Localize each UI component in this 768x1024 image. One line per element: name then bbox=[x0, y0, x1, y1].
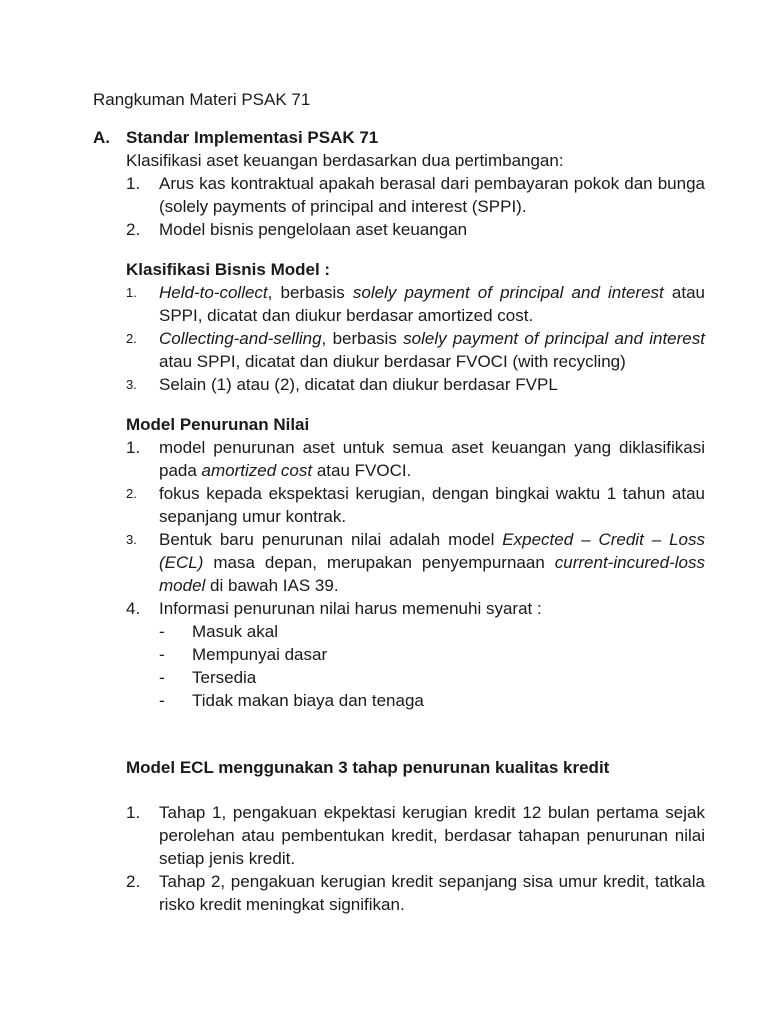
item-text-part: model penurunan aset untuk semua aset keuangan yang diklasifikasi pada bbox=[159, 438, 705, 480]
item-text: Tahap 1, pengakuan ekpektasi kerugian kredit 12 bulan pertama sejak perolehan atau pembentukan kredit, berdasar tahapan penurunan nilai setiap jenis kredit. bbox=[159, 803, 705, 868]
list-item bbox=[126, 172, 705, 218]
business-model-list bbox=[126, 281, 705, 396]
business-model-heading: Klasifikasi Bisnis Model : bbox=[126, 260, 331, 279]
item-text-part: di bawah IAS 39. bbox=[205, 576, 339, 595]
item-term: solely payment of principal and interest bbox=[403, 329, 705, 348]
requirement-text: Tidak makan biaya dan tenaga bbox=[192, 691, 424, 710]
section-intro: Klasifikasi aset keuangan berdasarkan dua pertimbangan: bbox=[126, 151, 564, 170]
item-number: 2. bbox=[126, 331, 137, 346]
requirements-list bbox=[159, 620, 705, 712]
list-item bbox=[126, 597, 705, 620]
item-number: 4. bbox=[126, 599, 141, 618]
item-number: 2. bbox=[126, 872, 141, 891]
list-item bbox=[126, 218, 705, 241]
item-number: 3. bbox=[126, 377, 137, 392]
item-number: 1. bbox=[126, 803, 141, 822]
requirement-item bbox=[159, 666, 705, 689]
requirement-item bbox=[159, 620, 705, 643]
document-title: Rangkuman Materi PSAK 71 bbox=[93, 90, 311, 109]
item-term: Expected – Credit – Loss (ECL) bbox=[159, 530, 705, 572]
list-item bbox=[126, 281, 705, 327]
requirement-item bbox=[159, 689, 705, 712]
item-text-part: atau SPPI, dicatat dan diukur berdasar FVOCI (with recycling) bbox=[159, 352, 626, 371]
item-number: 1. bbox=[126, 438, 141, 457]
list-item bbox=[126, 373, 705, 396]
criteria-list bbox=[126, 172, 705, 241]
requirement-text: Masuk akal bbox=[192, 622, 278, 641]
list-item bbox=[126, 528, 705, 597]
item-text-part: atau SPPI, dicatat dan diukur berdasar amortized cost. bbox=[159, 283, 705, 325]
item-number: 1. bbox=[126, 285, 137, 300]
item-number: 3. bbox=[126, 532, 137, 547]
section-letter: A. bbox=[93, 128, 110, 147]
item-term: Held-to-collect bbox=[159, 283, 268, 302]
list-item bbox=[126, 870, 705, 916]
section-heading bbox=[93, 126, 705, 149]
item-text bbox=[159, 436, 705, 482]
item-text-part: masa depan, merupakan penyempurnaan bbox=[203, 553, 555, 572]
item-text: Model bisnis pengelolaan aset keuangan bbox=[159, 220, 468, 239]
list-item bbox=[126, 436, 705, 482]
item-text: Informasi penurunan nilai harus memenuhi syarat : bbox=[159, 599, 542, 618]
item-text-part: , berbasis bbox=[267, 283, 353, 302]
requirement-item bbox=[159, 643, 705, 666]
dash-bullet: - bbox=[159, 691, 165, 710]
item-text-part: Bentuk baru penurunan nilai adalah model bbox=[159, 530, 503, 549]
ecl-heading: Model ECL menggunakan 3 tahap penurunan kualitas kredit bbox=[126, 758, 610, 777]
section-body bbox=[126, 149, 705, 916]
item-text-part: , berbasis bbox=[321, 329, 404, 348]
item-text: Arus kas kontraktual apakah berasal dari pembayaran pokok dan bunga (solely payments of principal and interest (SPPI). bbox=[159, 174, 705, 216]
item-text: Selain (1) atau (2), dicatat dan diukur berdasar FVPL bbox=[159, 375, 558, 394]
item-text bbox=[159, 281, 705, 327]
list-item bbox=[126, 327, 705, 373]
item-number: 2. bbox=[126, 486, 137, 501]
item-text: fokus kepada ekspektasi kerugian, dengan bingkai waktu 1 tahun atau sepanjang umur kontrak. bbox=[159, 484, 705, 526]
ecl-stage-list bbox=[126, 801, 705, 916]
item-term: solely payment of principal and interest bbox=[352, 283, 664, 302]
requirement-text: Mempunyai dasar bbox=[192, 645, 328, 664]
section-title: Standar Implementasi PSAK 71 bbox=[126, 128, 379, 147]
item-term: current-incured-loss model bbox=[159, 553, 705, 595]
item-term: amortized cost bbox=[201, 461, 313, 480]
dash-bullet: - bbox=[159, 622, 165, 641]
item-text bbox=[159, 528, 705, 597]
list-item bbox=[126, 801, 705, 870]
list-item bbox=[126, 482, 705, 528]
item-text bbox=[159, 327, 705, 373]
item-term: Collecting-and-selling bbox=[159, 329, 322, 348]
item-text: Tahap 2, pengakuan kerugian kredit sepanjang sisa umur kredit, tatkala risko kredit meningkat signifikan. bbox=[159, 872, 705, 914]
requirement-text: Tersedia bbox=[192, 668, 257, 687]
dash-bullet: - bbox=[159, 668, 165, 687]
impairment-heading: Model Penurunan Nilai bbox=[126, 415, 310, 434]
item-number: 1. bbox=[126, 174, 141, 193]
section-a bbox=[93, 126, 705, 916]
impairment-list bbox=[126, 436, 705, 620]
item-text-part: atau FVOCI. bbox=[312, 461, 412, 480]
dash-bullet: - bbox=[159, 645, 165, 664]
item-number: 2. bbox=[126, 220, 141, 239]
